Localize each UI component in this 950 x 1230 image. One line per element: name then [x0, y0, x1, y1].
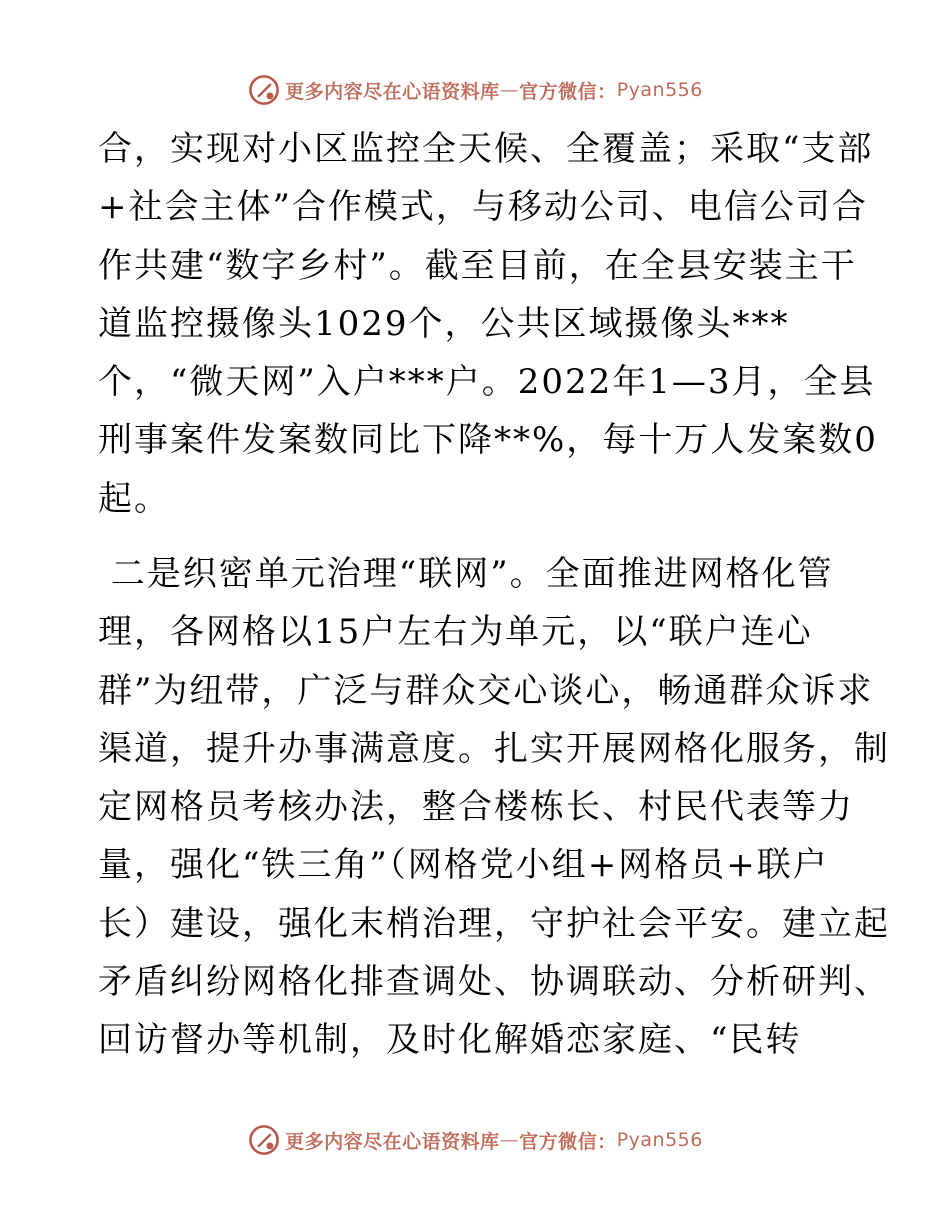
watermark-main: 更多内容尽在心语资料库: [285, 1130, 500, 1153]
watermark-dash: —: [499, 1129, 520, 1151]
text-line: 道监控摄像头1029个，公共区域摄像头***: [98, 303, 790, 344]
logo-icon: [247, 73, 281, 107]
watermark-handle: Pyan556: [616, 1129, 703, 1151]
text-line: 理，各网格以15户左右为单元，以“联户连心: [98, 612, 813, 653]
text-line: 刑事案件发案数同比下降**%，每十万人发案数0: [98, 420, 878, 461]
header-watermark: [0, 70, 950, 110]
watermark-dash: —: [499, 79, 520, 101]
text-line: 个，“微天网”入户***户。2022年1—3月，全县: [98, 362, 876, 403]
text-line: 群”为纽带，广泛与群众交心谈心，畅通群众诉求: [98, 670, 874, 711]
logo-icon: [247, 1123, 281, 1157]
watermark-handle: Pyan556: [616, 79, 703, 101]
text-line: 二是织密单元治理“联网”。全面推进网格化管: [98, 554, 834, 594]
paragraph-2: [98, 545, 890, 1070]
paragraph-1: [98, 120, 878, 528]
watermark-main: 更多内容尽在心语资料库: [285, 80, 500, 103]
text-line: 量，强化“铁三角”（网格党小组+网格员+联户: [98, 845, 829, 886]
text-line: +社会主体”合作模式，与移动公司、电信公司合: [98, 187, 868, 228]
text-line: 渠道，提升办事满意度。扎实开展网格化服务，制: [98, 728, 890, 769]
footer-watermark: [0, 1120, 950, 1160]
text-line: 起。: [98, 478, 170, 519]
text-line: 定网格员考核办法，整合楼栋长、村民代表等力: [98, 787, 854, 828]
watermark-sub: 官方微信：: [519, 1130, 617, 1153]
text-line: 合，实现对小区监控全天候、全覆盖；采取“支部: [98, 129, 874, 169]
text-line: 作共建“数字乡村”。截至目前，在全县安装主干: [98, 245, 857, 286]
text-line: 回访督办等机制，及时化解婚恋家庭、“民转: [98, 1020, 802, 1061]
text-line: 长）建设，强化末梢治理，守护社会平安。建立起: [98, 903, 890, 944]
text-line: 矛盾纠纷网格化排查调处、协调联动、分析研判、: [98, 962, 890, 1003]
watermark-sub: 官方微信：: [519, 80, 617, 103]
